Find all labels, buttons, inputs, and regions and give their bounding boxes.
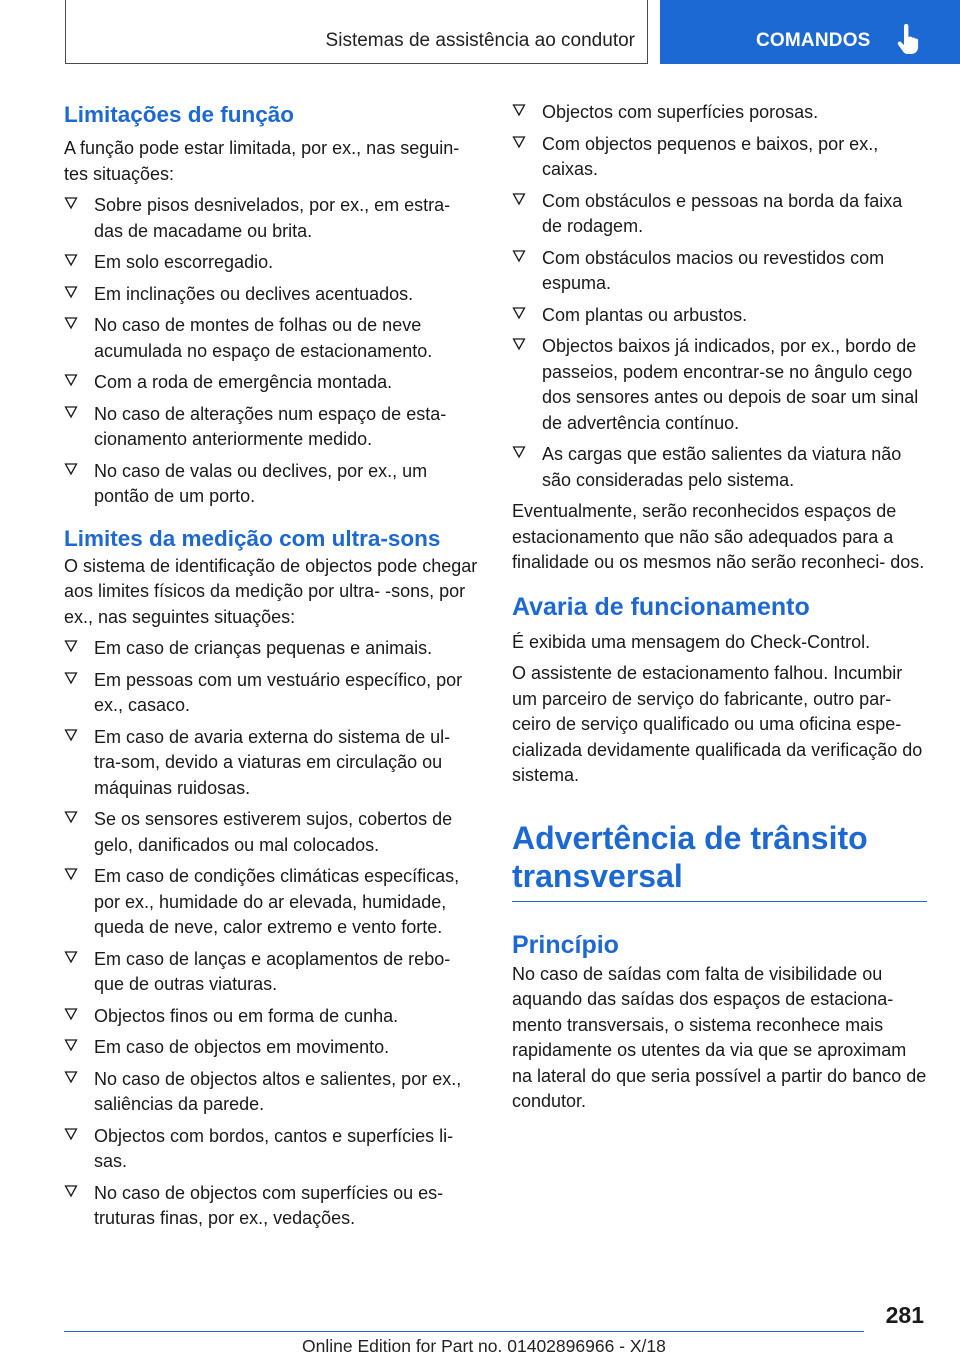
triangle-bullet-icon xyxy=(512,135,526,149)
list-item xyxy=(512,334,927,436)
list-item-text: No caso de objectos altos e salientes, por ex., saliências da parede. xyxy=(94,1068,462,1114)
list-item-text: Sobre pisos desnivelados, por ex., em estra‐ das de macadame ou brita. xyxy=(94,195,451,241)
list-item-text: Em caso de objectos em movimento. xyxy=(94,1037,390,1057)
triangle-bullet-icon xyxy=(64,671,78,685)
list-item xyxy=(512,246,927,297)
triangle-bullet-icon xyxy=(64,950,78,964)
triangle-bullet-icon xyxy=(64,462,78,476)
list-item xyxy=(512,442,927,493)
list-item-text: Em inclinações ou declives acentuados. xyxy=(94,283,414,304)
list-item-text: Se os sensores estiverem sujos, cobertos de gelo, danificados ou mal colocados. xyxy=(94,809,453,855)
heading-principio: Princípio xyxy=(512,930,619,959)
list-item-text: No caso de montes de folhas ou de neve acumulada no espaço de estacionamento. xyxy=(94,315,433,361)
triangle-bullet-icon xyxy=(512,192,526,206)
list-item-text: Objectos baixos já indicados, por ex., bordo de passeios, podem encontrar-se no ângulo cego dos sensores antes ou depois de soar um sinal de advertência contínuo. xyxy=(542,336,919,433)
list-item-text: Objectos com bordos, cantos e superfícies li‐ sas. xyxy=(94,1125,454,1171)
right-column xyxy=(512,100,927,1115)
triangle-bullet-icon xyxy=(64,316,78,330)
left-column xyxy=(64,100,479,1232)
list-limites-ultrasons xyxy=(64,636,479,1232)
list-item xyxy=(512,189,927,240)
triangle-bullet-icon xyxy=(64,1184,78,1198)
triangle-bullet-icon xyxy=(64,1038,78,1052)
triangle-bullet-icon xyxy=(64,1070,78,1084)
hand-pointer-icon xyxy=(896,24,922,56)
list-item xyxy=(64,370,479,396)
list-item xyxy=(64,1035,479,1061)
list-item xyxy=(512,132,927,183)
list-item xyxy=(64,864,479,941)
list-item xyxy=(64,459,479,510)
triangle-bullet-icon xyxy=(64,285,78,299)
list-item-text: Em caso de avaria externa do sistema de ul‐ tra-som, devido a viaturas em circulação ou máquinas ruidosas. xyxy=(94,726,451,798)
page-number: 281 xyxy=(885,1302,924,1328)
list-item xyxy=(64,668,479,719)
list-item-text: Com obstáculos macios ou revestidos com espuma. xyxy=(542,247,885,293)
heading-limitacoes: Limitações de função xyxy=(64,102,295,127)
paragraph-assistente-falhou: O assistente de estacionamento falhou. Incumbir um parceiro de serviço do fabricante, outro par‐ ceiro de serviço qualificado ou uma oficina espe‐ cializada devidamente qualificada da verificação do sistema. xyxy=(512,663,923,785)
list-item xyxy=(64,1004,479,1030)
list-item-text: Objectos finos ou em forma de cunha. xyxy=(94,1005,399,1026)
list-item xyxy=(512,100,927,126)
list-item xyxy=(64,250,479,276)
list-item-text: No caso de valas ou declives, por ex., um pontão de um porto. xyxy=(94,460,428,506)
list-item-text: Com plantas ou arbustos. xyxy=(542,304,748,325)
triangle-bullet-icon xyxy=(64,253,78,267)
list-item xyxy=(64,1181,479,1232)
chapter-title: Advertência de trânsito transversal xyxy=(512,819,927,902)
heading-limites-ultrasons: Limites da medição com ultra-sons xyxy=(64,525,441,551)
list-item xyxy=(512,303,927,329)
paragraph-eventualmente: Eventualmente, serão reconhecidos espaços de estacionamento que não são adequados para a finalidade ou os mesmos não serão reconheci‐ dos. xyxy=(512,501,925,572)
chapter-tab-label: COMANDOS xyxy=(756,30,871,51)
triangle-bullet-icon xyxy=(64,1007,78,1021)
triangle-bullet-icon xyxy=(64,728,78,742)
list-item-text: Em caso de condições climáticas específicas, por ex., humidade do ar elevada, humidade, queda de neve, calor extremo e vento forte. xyxy=(94,866,460,937)
running-header xyxy=(65,0,648,64)
list-limitacoes xyxy=(64,193,479,510)
list-item xyxy=(64,1124,479,1175)
triangle-bullet-icon xyxy=(512,103,526,117)
list-item-text: Objectos com superfícies porosas. xyxy=(542,102,819,122)
intro-limitacoes: A função pode estar limitada, por ex., nas seguin‐ tes situações: xyxy=(64,138,460,184)
list-item-text: As cargas que estão salientes da viatura não são consideradas pelo sistema. xyxy=(542,444,902,490)
list-item xyxy=(64,1067,479,1118)
list-item-text: Em caso de crianças pequenas e animais. xyxy=(94,638,433,658)
triangle-bullet-icon xyxy=(512,445,526,459)
list-item-text: No caso de alterações num espaço de esta‐ cionamento anteriormente medido. xyxy=(94,403,447,449)
list-item-text: Em pessoas com um vestuário específico, por ex., casaco. xyxy=(94,669,463,715)
triangle-bullet-icon xyxy=(64,810,78,824)
triangle-bullet-icon xyxy=(512,306,526,320)
list-item-text: No caso de objectos com superfícies ou es‐ truturas finas, por ex., vedações. xyxy=(94,1182,444,1228)
paragraph-principio: No caso de saídas com falta de visibilidade ou aquando das saídas dos espaços de estaciona‐ mento transversais, o sistema reconhece mais rapidamente os utentes da via que se aproximam na lateral do que seria possível a partir do banco de condutor. xyxy=(512,963,927,1111)
intro-limites-ultrasons: O sistema de identificação de objectos pode chegar aos limites físicos da medição por ultra‐ ‑sons, por ex., nas seguintes situações: xyxy=(64,555,478,627)
triangle-bullet-icon xyxy=(64,405,78,419)
list-item-text: Com a roda de emergência montada. xyxy=(94,372,393,392)
list-item xyxy=(64,282,479,308)
triangle-bullet-icon xyxy=(512,249,526,263)
triangle-bullet-icon xyxy=(64,867,78,881)
list-item xyxy=(64,947,479,998)
triangle-bullet-icon xyxy=(64,1127,78,1141)
paragraph-check-control: É exibida uma mensagem do Check-Control. xyxy=(512,631,871,652)
list-item xyxy=(64,807,479,858)
triangle-bullet-icon xyxy=(64,639,78,653)
heading-avaria: Avaria de funcionamento xyxy=(512,592,810,621)
list-item xyxy=(64,402,479,453)
list-item xyxy=(64,636,479,662)
section-title: Sistemas de assistência ao condutor xyxy=(325,30,635,51)
list-item xyxy=(64,725,479,802)
list-item-text: Com obstáculos e pessoas na borda da faixa de rodagem. xyxy=(542,190,903,236)
list-item xyxy=(64,193,479,244)
triangle-bullet-icon xyxy=(64,196,78,210)
triangle-bullet-icon xyxy=(64,373,78,387)
list-item xyxy=(64,313,479,364)
list-item-text: Em solo escorregadio. xyxy=(94,252,274,272)
footer-divider xyxy=(64,1331,864,1332)
triangle-bullet-icon xyxy=(512,337,526,351)
list-item-text: Com objectos pequenos e baixos, por ex., caixas. xyxy=(542,133,879,179)
list-limites-ultrasons-continued xyxy=(512,100,927,493)
chapter-tab[interactable] xyxy=(660,0,960,64)
list-item-text: Em caso de lanças e acoplamentos de rebo‐ que de outras viaturas. xyxy=(94,948,451,994)
edition-footer: Online Edition for Part no. 01402896966 - X/18 xyxy=(302,1336,666,1356)
